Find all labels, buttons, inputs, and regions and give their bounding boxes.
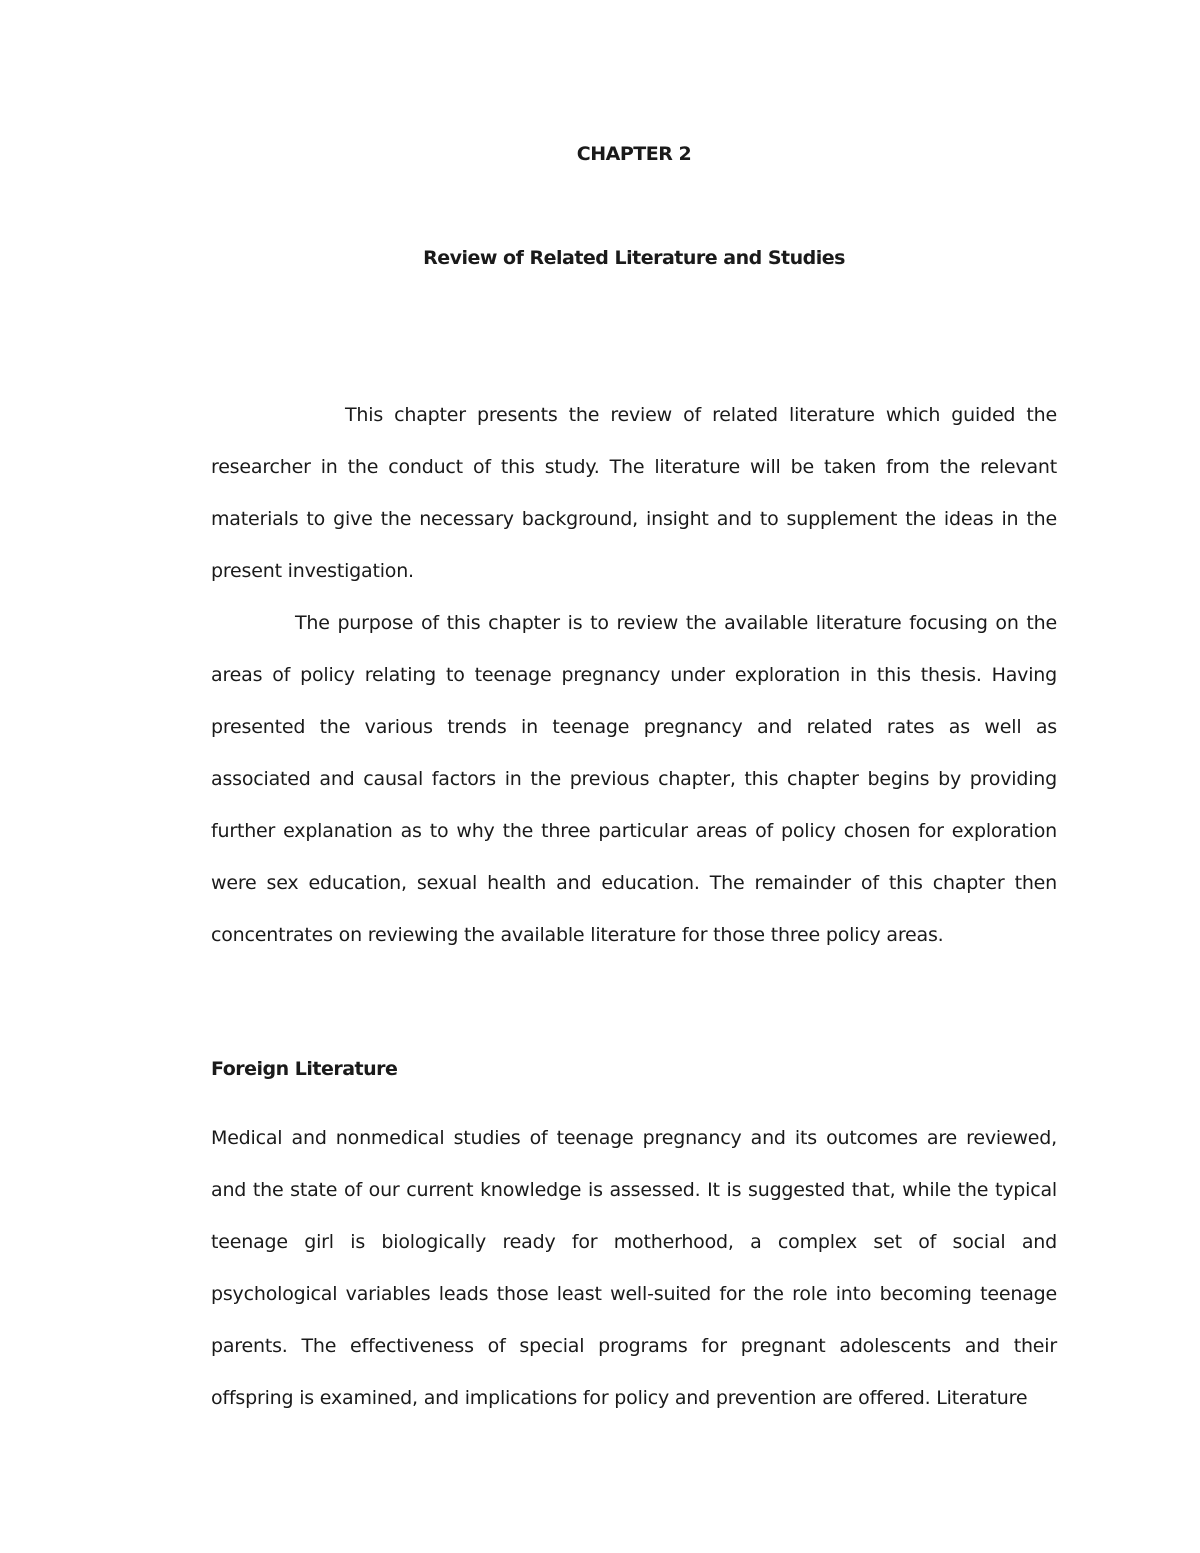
section-heading: Foreign Literature	[211, 1058, 398, 1080]
paragraph-text: This chapter presents the review of related literature which guided the researcher in the conduct of this study. The literature will be taken from the relevant materials to give the necessary background, insight and to supplement the ideas in the present investigation.	[211, 404, 1057, 582]
paragraph-text: Medical and nonmedical studies of teenage pregnancy and its outcomes are reviewed, and the state of our current knowledge is assessed. It is suggested that, while the typical teenage girl is biologically ready for motherhood, a complex set of social and psychological variables leads those least well-suited for the role into becoming teenage parents. The effectiveness of special programs for pregnant adolescents and their offspring is examined, and implications for policy and prevention are offered. Literature	[211, 1127, 1057, 1409]
section-paragraph	[211, 1112, 1057, 1424]
paragraph-text: The purpose of this chapter is to review the available literature focusing on the areas of policy relating to teenage pregnancy under exploration in this thesis. Having presented the various trends in teenage pregnancy and related rates as well as associated and causal factors in the previous chapter, this chapter begins by providing further explanation as to why the three particular areas of policy chosen for exploration were sex education, sexual health and education. The remainder of this chapter then concentrates on reviewing the available literature for those three policy areas.	[211, 612, 1057, 946]
intro-paragraph	[211, 389, 1057, 597]
purpose-paragraph	[211, 597, 1057, 961]
chapter-label: CHAPTER 2	[576, 143, 692, 165]
chapter-title: Review of Related Literature and Studies	[423, 247, 845, 269]
